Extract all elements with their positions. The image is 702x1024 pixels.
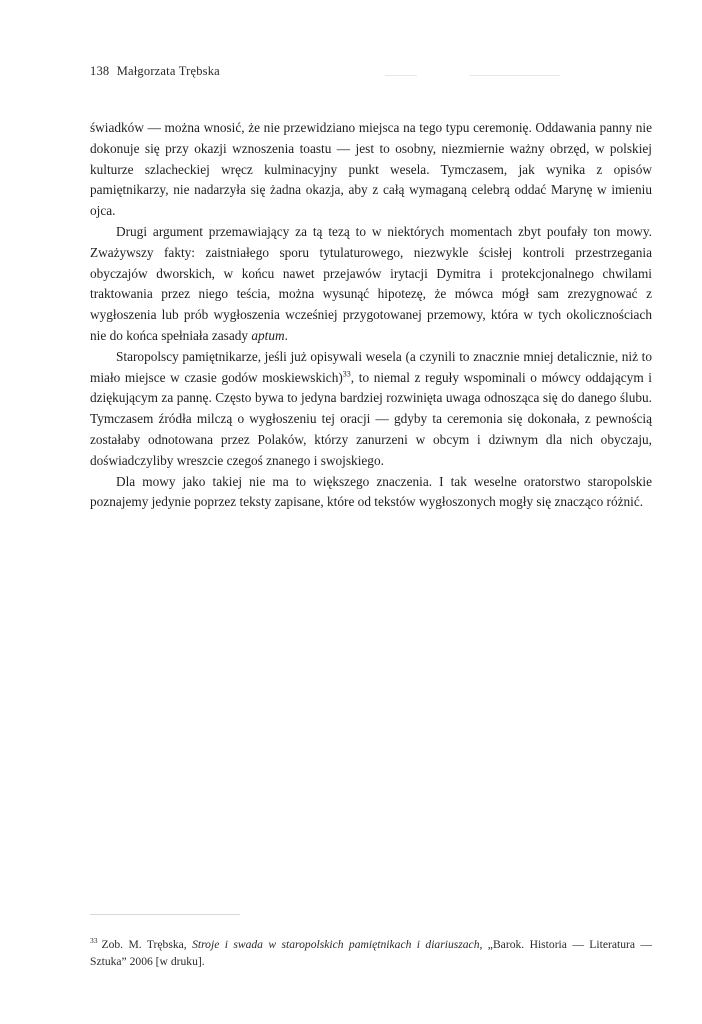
paragraph: Dla mowy jako takiej nie ma to większego znaczenia. I tak weselne oratorstwo staropolskie poznajemy jedynie poprzez teksty zapisane, które od tekstów wygłoszonych mogły się znacząco różnić. — [90, 473, 652, 510]
footnote-lead: Zob. M. Trębska, — [101, 938, 193, 951]
footnote — [90, 936, 652, 970]
paragraph-text-rest: , to niemal z reguły wspominali o mówcy oddającym i dziękującym za pannę. Często bywa to jedyna bardziej rozwinięta uwaga odnosząca się do danego ślubu. Tymczasem źródła milczą o wygłoszeniu tej oracji — gdyby ta ceremonia się dokonała, z pewnością zostałaby odnotowana przez Polaków, którzy zanurzeni w obcym i dziwnym dla nich obyczaju, doświadczyliby wreszcie czegoś znanego i swojskiego. — [90, 369, 652, 468]
running-head-author: Małgorzata Trębska — [116, 64, 220, 78]
paragraph-end: . — [284, 327, 288, 343]
paragraph: świadków — można wnosić, że nie przewidziano miejsca na tego typu ceremonię. Oddawania panny nie dokonuje się przy okazji wznoszenia toastu — jest to osobny, niezmiernie ważny obrzęd, w polskiej kulturze szlacheckiej wręcz kulminacyjny punkt wesela. Tymczasem, jak wynika z opisów pamiętnikarzy, nie nadarzyła się żadna okazja, aby z całą wymaganą celebrą oddać Marynę w imieniu ojca. — [90, 120, 652, 219]
scan-artifact — [470, 75, 560, 76]
footnote-reference: 33 — [342, 369, 351, 379]
paragraph — [90, 222, 652, 347]
italic-term: aptum — [251, 327, 285, 343]
running-head — [90, 64, 220, 79]
paragraph-text: Drugi argument przemawiający za tą tezą to w niektórych momentach zbyt poufały ton mowy. Zważywszy fakty: zaistniałego sporu tytulaturowego, niezwykle ścisłej kontroli przestrzegania obyczajów dworskich, w końcu nawet przejawów irytacji Dymitra i protekcjonalnego chwilami traktowania przez niego teścia, można wysunąć hipotezę, że mówca mógł sam zrezygnować z wygłoszenia lub prób wygłoszenia wcześniej przygotowanej przemowy, która w tych okolicznościach nie do końca spełniała zasady — [90, 223, 652, 343]
scan-artifact — [385, 75, 417, 76]
footnote-rest: , „Barok. Historia — Literatura — Sztuka” 2006 [w druku]. — [90, 938, 652, 968]
footnote-separator — [90, 914, 240, 915]
page-number: 138 — [90, 64, 110, 78]
paragraph — [90, 347, 652, 472]
main-text — [90, 118, 652, 513]
footnote-number: 33 — [90, 936, 98, 946]
footnote-title: Stroje i swada w staropolskich pamiętnikach i diariuszach — [192, 938, 480, 951]
paragraph-text: Staropolscy pamiętnikarze, jeśli już opisywali wesela (a czynili to znacznie mniej detalicznie, niż to miało miejsce w czasie godów moskiewskich) — [90, 348, 652, 385]
